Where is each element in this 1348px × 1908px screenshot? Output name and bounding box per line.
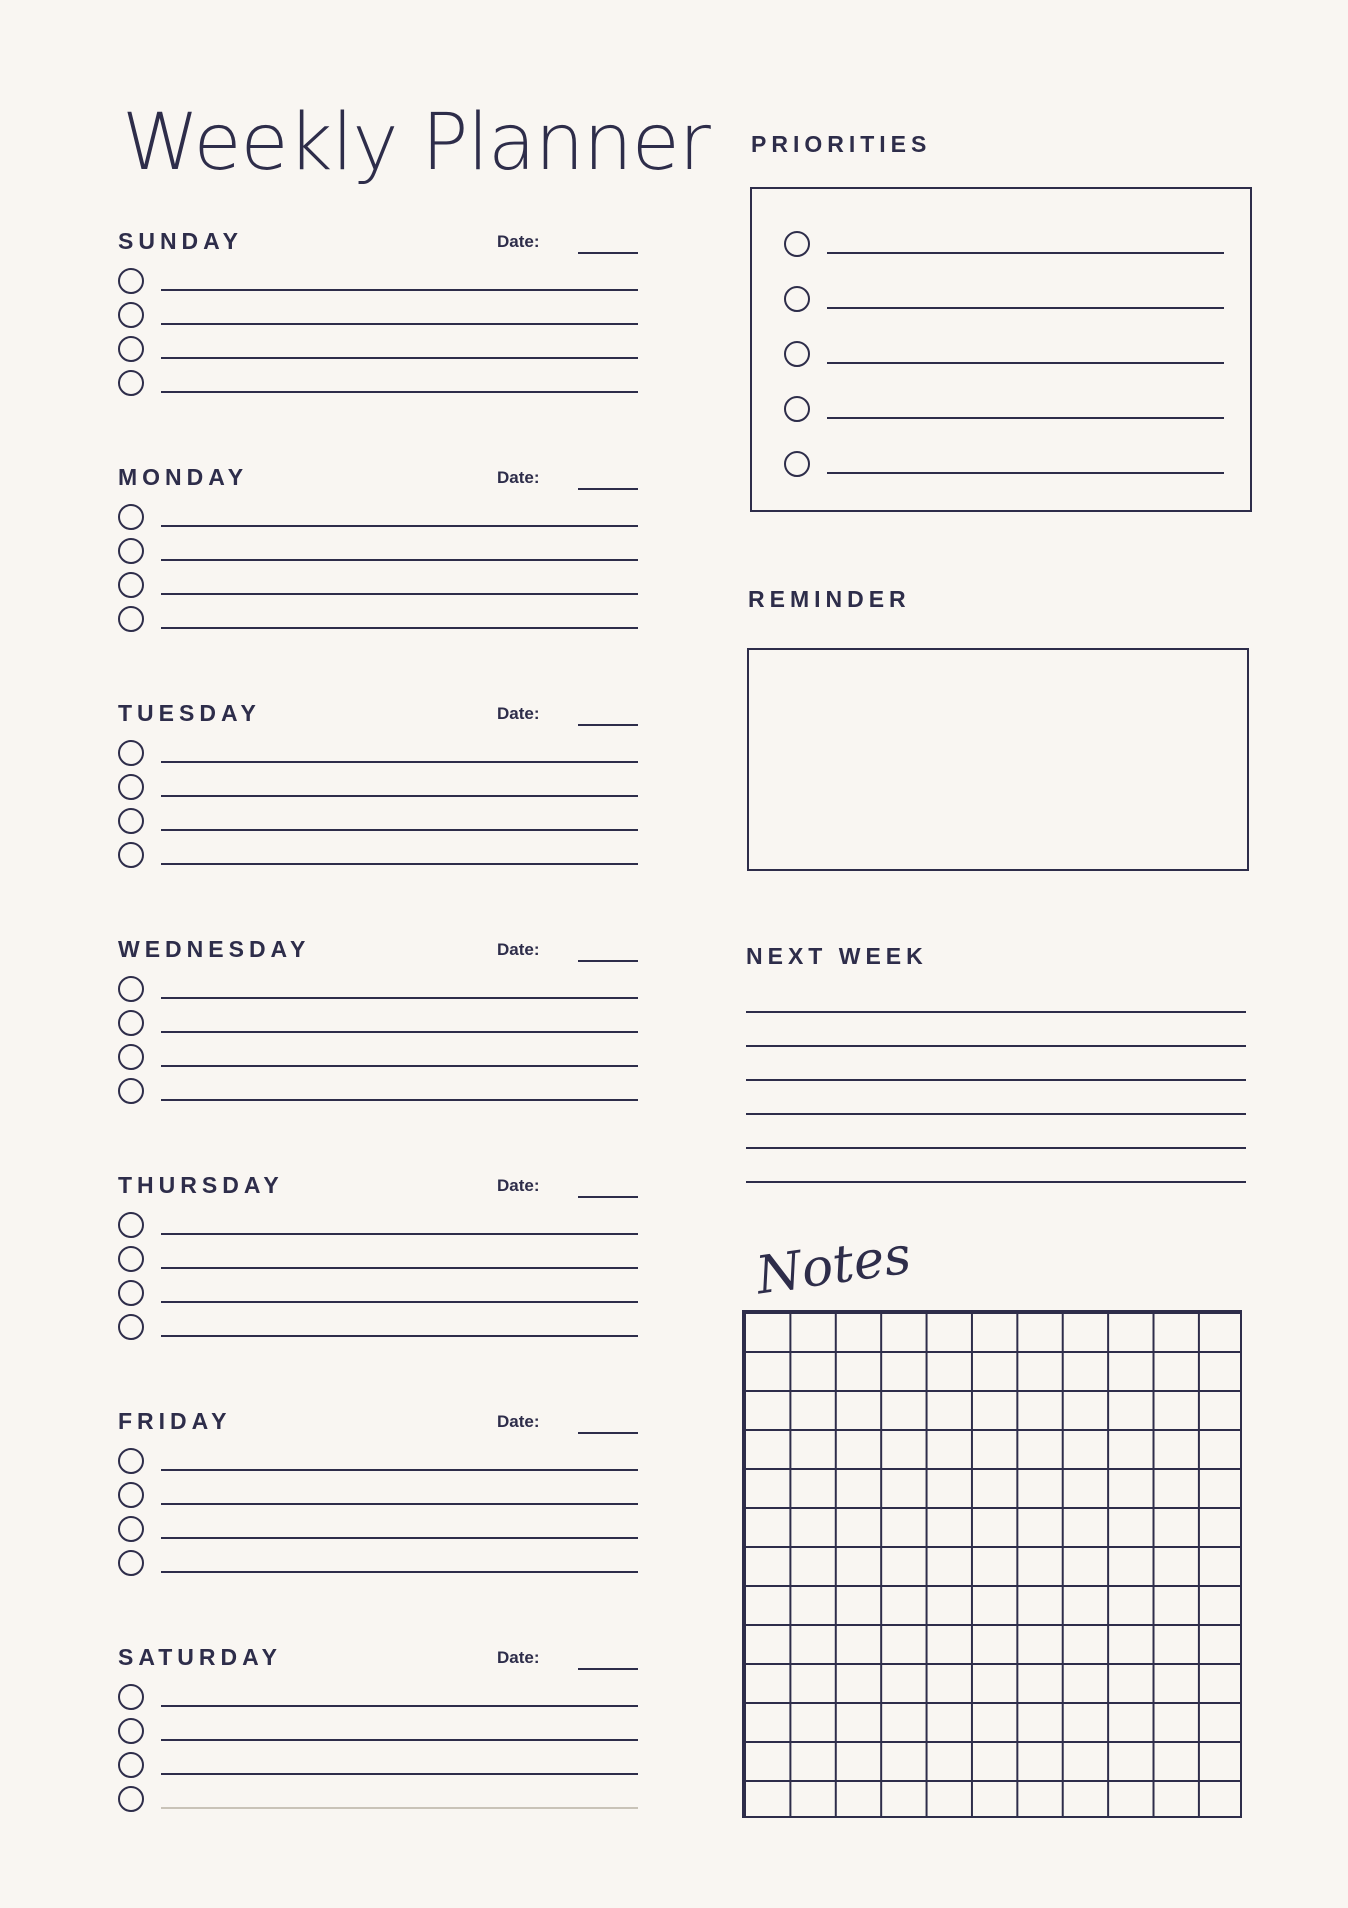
task-item[interactable] <box>118 1078 638 1106</box>
task-item[interactable] <box>118 1684 638 1712</box>
task-item[interactable] <box>118 606 638 634</box>
task-line[interactable] <box>161 559 638 561</box>
task-line[interactable] <box>161 795 638 797</box>
task-line[interactable] <box>161 1739 638 1741</box>
priority-item[interactable] <box>784 341 1224 369</box>
notes-grid[interactable] <box>742 1310 1242 1818</box>
day-name: SATURDAY <box>118 1644 282 1670</box>
task-item[interactable] <box>118 268 638 296</box>
task-line[interactable] <box>161 391 638 393</box>
checkbox-circle[interactable] <box>118 268 144 294</box>
task-item[interactable] <box>118 1212 638 1240</box>
task-item[interactable] <box>118 842 638 870</box>
task-item[interactable] <box>118 1516 638 1544</box>
checkbox-circle[interactable] <box>118 1448 144 1474</box>
task-line[interactable] <box>161 1773 638 1775</box>
checkbox-circle[interactable] <box>118 1246 144 1272</box>
checkbox-circle[interactable] <box>118 774 144 800</box>
checkbox-circle[interactable] <box>118 504 144 530</box>
next-week-heading: NEXT WEEK <box>746 943 928 969</box>
checkbox-circle[interactable] <box>118 1010 144 1036</box>
task-line[interactable] <box>161 289 638 291</box>
task-line[interactable] <box>161 1301 638 1303</box>
task-line[interactable] <box>161 357 638 359</box>
checkbox-circle[interactable] <box>118 1212 144 1238</box>
checkbox-circle[interactable] <box>784 231 810 257</box>
checkbox-circle[interactable] <box>118 302 144 328</box>
task-item[interactable] <box>118 1752 638 1780</box>
task-line[interactable] <box>161 761 638 763</box>
task-line[interactable] <box>161 1267 638 1269</box>
reminder-box[interactable] <box>747 648 1249 871</box>
checkbox-circle[interactable] <box>118 336 144 362</box>
priority-item[interactable] <box>784 396 1224 424</box>
checkbox-circle[interactable] <box>118 1752 144 1778</box>
task-item[interactable] <box>118 1718 638 1746</box>
task-line[interactable] <box>161 1233 638 1235</box>
task-item[interactable] <box>118 1246 638 1274</box>
checkbox-circle[interactable] <box>118 1550 144 1576</box>
task-item[interactable] <box>118 1482 638 1510</box>
task-item[interactable] <box>118 572 638 600</box>
task-item[interactable] <box>118 1314 638 1342</box>
task-line[interactable] <box>161 1065 638 1067</box>
task-item[interactable] <box>118 1550 638 1578</box>
task-item[interactable] <box>118 976 638 1004</box>
checkbox-circle[interactable] <box>118 606 144 632</box>
day-section-tuesday <box>114 700 640 880</box>
checkbox-circle[interactable] <box>118 976 144 1002</box>
day-name: TUESDAY <box>118 700 261 726</box>
task-item[interactable] <box>118 336 638 364</box>
date-field[interactable] <box>578 960 638 962</box>
priority-line[interactable] <box>827 417 1224 419</box>
day-section-wednesday <box>114 936 640 1116</box>
next-week-line[interactable] <box>746 1147 1246 1149</box>
date-field[interactable] <box>578 488 638 490</box>
day-name: THURSDAY <box>118 1172 284 1198</box>
task-line[interactable] <box>161 593 638 595</box>
task-line[interactable] <box>161 1031 638 1033</box>
date-label: Date: <box>497 704 540 723</box>
date-label: Date: <box>497 1412 540 1431</box>
task-line[interactable] <box>161 1469 638 1471</box>
checkbox-circle[interactable] <box>118 572 144 598</box>
task-line[interactable] <box>161 323 638 325</box>
task-item[interactable] <box>118 1448 638 1476</box>
date-label: Date: <box>497 468 540 487</box>
date-label: Date: <box>497 1176 540 1195</box>
task-item[interactable] <box>118 1786 638 1814</box>
next-week-line[interactable] <box>746 1045 1246 1047</box>
page-title: Weekly Planner <box>122 98 710 188</box>
priority-item[interactable] <box>784 286 1224 314</box>
checkbox-circle[interactable] <box>784 286 810 312</box>
notes-heading: Notes <box>752 1225 915 1307</box>
task-item[interactable] <box>118 538 638 566</box>
checkbox-circle[interactable] <box>118 1482 144 1508</box>
checkbox-circle[interactable] <box>118 1718 144 1744</box>
task-line[interactable] <box>161 1335 638 1337</box>
task-line[interactable] <box>161 1537 638 1539</box>
task-item[interactable] <box>118 774 638 802</box>
checkbox-circle[interactable] <box>118 1078 144 1104</box>
checkbox-circle[interactable] <box>118 370 144 396</box>
priority-item[interactable] <box>784 451 1224 479</box>
priorities-heading: PRIORITIES <box>751 131 932 157</box>
task-line[interactable] <box>161 997 638 999</box>
task-item[interactable] <box>118 504 638 532</box>
priority-line[interactable] <box>827 252 1224 254</box>
task-item[interactable] <box>118 808 638 836</box>
checkbox-circle[interactable] <box>784 451 810 477</box>
date-label: Date: <box>497 232 540 251</box>
checkbox-circle[interactable] <box>118 1684 144 1710</box>
task-line[interactable] <box>161 1571 638 1573</box>
date-label: Date: <box>497 1648 540 1667</box>
task-line[interactable] <box>161 1807 638 1809</box>
checkbox-circle[interactable] <box>118 740 144 766</box>
priority-line[interactable] <box>827 472 1224 474</box>
task-item[interactable] <box>118 1010 638 1038</box>
checkbox-circle[interactable] <box>118 1044 144 1070</box>
date-field[interactable] <box>578 1196 638 1198</box>
checkbox-circle[interactable] <box>118 1786 144 1812</box>
next-week-line[interactable] <box>746 1079 1246 1081</box>
next-week-line[interactable] <box>746 1113 1246 1115</box>
checkbox-circle[interactable] <box>784 396 810 422</box>
date-field[interactable] <box>578 724 638 726</box>
priority-line[interactable] <box>827 307 1224 309</box>
next-week-line[interactable] <box>746 1011 1246 1013</box>
day-name: MONDAY <box>118 464 249 490</box>
date-field[interactable] <box>578 1668 638 1670</box>
task-item[interactable] <box>118 302 638 330</box>
day-name: FRIDAY <box>118 1408 232 1434</box>
checkbox-circle[interactable] <box>118 808 144 834</box>
checkbox-circle[interactable] <box>118 1516 144 1542</box>
day-section-friday <box>114 1408 640 1588</box>
day-name: SUNDAY <box>118 228 244 254</box>
checkbox-circle[interactable] <box>784 341 810 367</box>
checkbox-circle[interactable] <box>118 1280 144 1306</box>
task-line[interactable] <box>161 627 638 629</box>
task-line[interactable] <box>161 863 638 865</box>
day-section-saturday <box>114 1644 640 1824</box>
task-line[interactable] <box>161 829 638 831</box>
priorities-box <box>750 187 1252 512</box>
priority-item[interactable] <box>784 231 1224 259</box>
day-name: WEDNESDAY <box>118 936 311 962</box>
checkbox-circle[interactable] <box>118 538 144 564</box>
task-item[interactable] <box>118 370 638 398</box>
task-line[interactable] <box>161 525 638 527</box>
task-item[interactable] <box>118 1044 638 1072</box>
task-item[interactable] <box>118 740 638 768</box>
checkbox-circle[interactable] <box>118 1314 144 1340</box>
checkbox-circle[interactable] <box>118 842 144 868</box>
task-item[interactable] <box>118 1280 638 1308</box>
task-line[interactable] <box>161 1099 638 1101</box>
day-section-sunday <box>114 228 640 408</box>
date-label: Date: <box>497 940 540 959</box>
next-week-line[interactable] <box>746 1181 1246 1183</box>
task-line[interactable] <box>161 1503 638 1505</box>
day-section-thursday <box>114 1172 640 1352</box>
reminder-heading: REMINDER <box>748 586 911 612</box>
date-field[interactable] <box>578 1432 638 1434</box>
date-field[interactable] <box>578 252 638 254</box>
task-line[interactable] <box>161 1705 638 1707</box>
priority-line[interactable] <box>827 362 1224 364</box>
day-section-monday <box>114 464 640 644</box>
